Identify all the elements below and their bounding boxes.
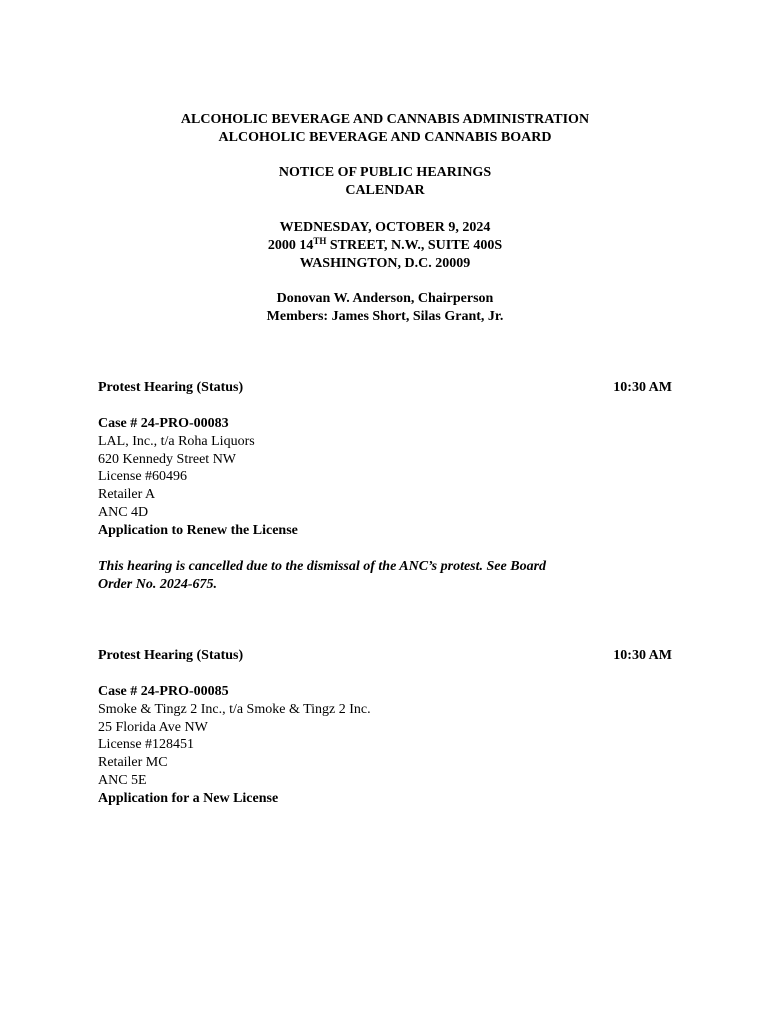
members-list: Members: James Short, Silas Grant, Jr. <box>266 309 504 324</box>
address-number: 2000 14 <box>267 238 314 253</box>
notice-title: NOTICE OF PUBLIC HEARINGS <box>278 165 492 180</box>
hearing-type: Protest Hearing (Status) <box>98 648 244 663</box>
hearing-time: 10:30 AM <box>613 380 672 395</box>
hearing-entry <box>98 647 672 808</box>
agency-header <box>0 111 770 147</box>
application-type: Application for a New License <box>98 790 279 806</box>
hearing-entry <box>98 379 672 594</box>
hearing-type: Protest Hearing (Status) <box>98 380 244 395</box>
board-name: ALCOHOLIC BEVERAGE AND CANNABIS BOARD <box>218 130 552 145</box>
anc-district: ANC 4D <box>98 504 149 520</box>
hearing-city: WASHINGTON, D.C. 20009 <box>299 256 471 271</box>
address-street: STREET, N.W., SUITE 400S <box>326 238 503 253</box>
case-details <box>98 415 672 540</box>
application-type: Application to Renew the License <box>98 522 298 538</box>
anc-district: ANC 5E <box>98 772 147 788</box>
address-superscript: TH <box>313 236 327 246</box>
hearing-heading <box>98 379 672 397</box>
case-number: Case # 24-PRO-00085 <box>98 684 229 699</box>
hearing-time: 10:30 AM <box>613 648 672 663</box>
hearing-heading <box>98 647 672 665</box>
board-members <box>0 290 770 326</box>
license-number: License #60496 <box>98 469 188 485</box>
case-details <box>98 683 672 808</box>
licensee-address: 25 Florida Ave NW <box>98 719 208 735</box>
hearing-date: WEDNESDAY, OCTOBER 9, 2024 <box>279 220 491 235</box>
chairperson: Donovan W. Anderson, Chairperson <box>276 291 494 306</box>
licensee-name: LAL, Inc., t/a Roha Liquors <box>98 433 255 449</box>
license-class: Retailer MC <box>98 755 168 771</box>
case-number: Case # 24-PRO-00083 <box>98 416 229 431</box>
licensee-name: Smoke & Tingz 2 Inc., t/a Smoke & Tingz 2 Inc. <box>98 701 371 717</box>
notice-header <box>0 164 770 200</box>
cancellation-note: This hearing is cancelled due to the dismissal of the ANC’s protest. See Board Order No. 2024-675. <box>98 558 547 592</box>
licensee-address: 620 Kennedy Street NW <box>98 451 237 467</box>
notice-subtitle: CALENDAR <box>345 183 425 198</box>
hearing-address <box>0 237 770 255</box>
agency-name: ALCOHOLIC BEVERAGE AND CANNABIS ADMINISTRATION <box>180 112 590 127</box>
license-class: Retailer A <box>98 487 156 503</box>
hearing-date-location <box>0 219 770 273</box>
license-number: License #128451 <box>98 737 195 753</box>
